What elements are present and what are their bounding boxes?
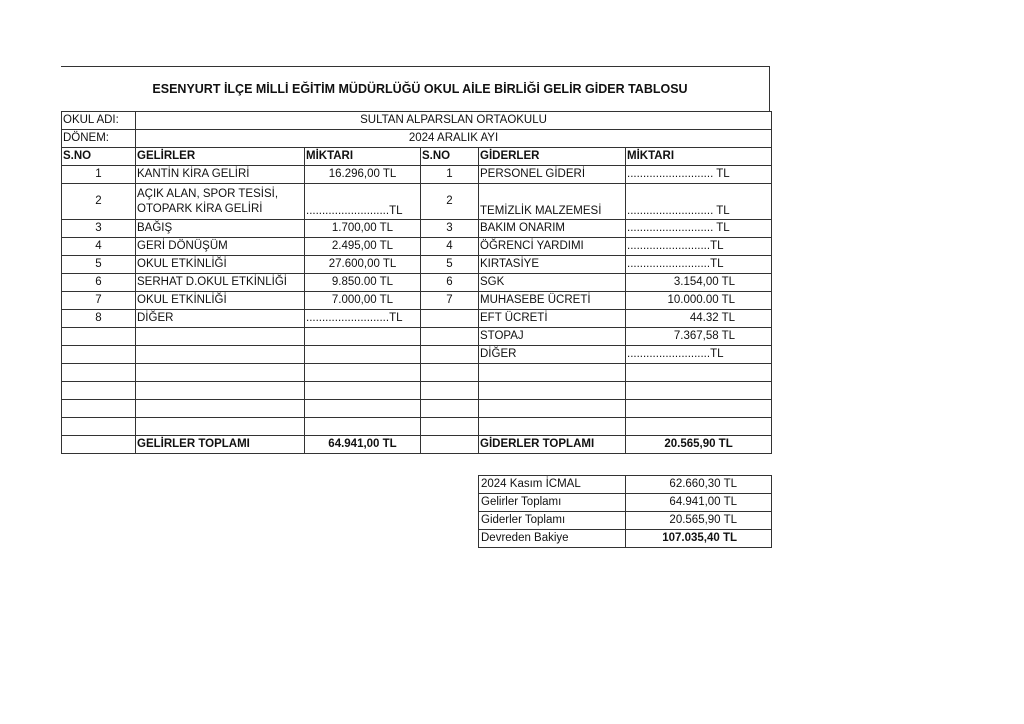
expense-sno	[421, 418, 479, 436]
income-sno	[62, 382, 136, 400]
expense-amount: ........................... TL	[626, 184, 772, 220]
summary-value: 64.941,00 TL	[626, 494, 772, 512]
period-value: 2024 ARALIK AYI	[136, 130, 772, 148]
header-row	[62, 148, 772, 166]
income-name	[136, 418, 305, 436]
income-amount	[305, 364, 421, 382]
income-amount: 2.495,00 TL	[305, 238, 421, 256]
income-amount	[305, 382, 421, 400]
expense-amount	[626, 382, 772, 400]
income-sno	[62, 364, 136, 382]
summary-label: 2024 Kasım İCMAL	[479, 476, 626, 494]
expense-name: PERSONEL GİDERİ	[479, 166, 626, 184]
income-sno: 1	[62, 166, 136, 184]
income-sno	[62, 346, 136, 364]
expense-name: TEMİZLİK MALZEMESİ	[479, 184, 626, 220]
income-name	[136, 328, 305, 346]
income-amount: 16.296,00 TL	[305, 166, 421, 184]
expense-name	[479, 418, 626, 436]
income-name	[136, 382, 305, 400]
expense-sno	[421, 346, 479, 364]
expense-total-value: 20.565,90 TL	[626, 436, 772, 454]
income-amount	[305, 346, 421, 364]
expense-sno	[421, 364, 479, 382]
summary-row	[479, 476, 772, 494]
table-row	[62, 166, 772, 184]
income-amount: 7.000,00 TL	[305, 292, 421, 310]
income-amount: ..........................TL	[305, 310, 421, 328]
income-name: BAĞIŞ	[136, 220, 305, 238]
expense-name: EFT ÜCRETİ	[479, 310, 626, 328]
expense-amount: 44.32 TL	[626, 310, 772, 328]
expense-sno: 2	[421, 184, 479, 220]
expense-name: DİĞER	[479, 346, 626, 364]
table-row	[62, 382, 772, 400]
expense-name: STOPAJ	[479, 328, 626, 346]
report-title: ESENYURT İLÇE MİLLİ EĞİTİM MÜDÜRLÜĞÜ OKUL AİLE BİRLİĞİ GELİR GİDER TABLOSU	[61, 66, 770, 111]
expense-name	[479, 364, 626, 382]
expense-sno: 7	[421, 292, 479, 310]
income-sno: 4	[62, 238, 136, 256]
expense-amount: 3.154,00 TL	[626, 274, 772, 292]
income-sno: 8	[62, 310, 136, 328]
totals-empty-cell	[421, 436, 479, 454]
expense-name	[479, 382, 626, 400]
income-total-label: GELİRLER TOPLAMI	[136, 436, 305, 454]
expense-name: SGK	[479, 274, 626, 292]
summary-row	[479, 530, 772, 548]
income-amount	[305, 400, 421, 418]
totals-empty-cell	[62, 436, 136, 454]
expense-sno	[421, 400, 479, 418]
expense-name	[479, 400, 626, 418]
table-row	[62, 310, 772, 328]
totals-row	[62, 436, 772, 454]
expense-amount	[626, 418, 772, 436]
table-row	[62, 184, 772, 220]
income-sno	[62, 400, 136, 418]
income-amount	[305, 418, 421, 436]
expense-name: KIRTASİYE	[479, 256, 626, 274]
header-income: GELİRLER	[136, 148, 305, 166]
summary-value: 107.035,40 TL	[626, 530, 772, 548]
income-sno	[62, 328, 136, 346]
summary-label: Devreden Bakiye	[479, 530, 626, 548]
expense-name: ÖĞRENCİ YARDIMI	[479, 238, 626, 256]
table-row	[62, 292, 772, 310]
table-row	[62, 364, 772, 382]
header-sno-expense: S.NO	[421, 148, 479, 166]
income-amount: 9.850.00 TL	[305, 274, 421, 292]
income-name: OKUL ETKİNLİĞİ	[136, 292, 305, 310]
header-sno-income: S.NO	[62, 148, 136, 166]
school-label: OKUL ADI:	[62, 112, 136, 130]
expense-amount	[626, 400, 772, 418]
table-row	[62, 274, 772, 292]
expense-amount: ........................... TL	[626, 166, 772, 184]
summary-value: 20.565,90 TL	[626, 512, 772, 530]
income-amount: ..........................TL	[305, 184, 421, 220]
income-total-value: 64.941,00 TL	[305, 436, 421, 454]
expense-name: BAKIM ONARIM	[479, 220, 626, 238]
expense-total-label: GİDERLER TOPLAMI	[479, 436, 626, 454]
income-sno	[62, 418, 136, 436]
income-amount: 1.700,00 TL	[305, 220, 421, 238]
report-sheet	[61, 66, 770, 454]
expense-amount: 7.367,58 TL	[626, 328, 772, 346]
income-sno: 2	[62, 184, 136, 220]
expense-amount: ........................... TL	[626, 220, 772, 238]
expense-sno	[421, 328, 479, 346]
summary-table	[478, 475, 772, 548]
expense-amount: 10.000.00 TL	[626, 292, 772, 310]
expense-amount: ..........................TL	[626, 238, 772, 256]
expense-sno: 1	[421, 166, 479, 184]
expense-sno	[421, 310, 479, 328]
table-row	[62, 256, 772, 274]
expense-amount	[626, 364, 772, 382]
expense-amount: ..........................TL	[626, 346, 772, 364]
expense-sno	[421, 382, 479, 400]
table-row	[62, 220, 772, 238]
expense-sno: 6	[421, 274, 479, 292]
summary-label: Giderler Toplamı	[479, 512, 626, 530]
income-name	[136, 400, 305, 418]
expense-sno: 3	[421, 220, 479, 238]
period-label: DÖNEM:	[62, 130, 136, 148]
expense-sno: 4	[421, 238, 479, 256]
income-name: GERİ DÖNÜŞÜM	[136, 238, 305, 256]
period-row	[62, 130, 772, 148]
income-name: DİĞER	[136, 310, 305, 328]
table-row	[62, 418, 772, 436]
income-sno: 7	[62, 292, 136, 310]
school-name: SULTAN ALPARSLAN ORTAOKULU	[136, 112, 772, 130]
table-row	[62, 346, 772, 364]
header-expense-amount: MİKTARI	[626, 148, 772, 166]
income-amount: 27.600,00 TL	[305, 256, 421, 274]
income-name	[136, 346, 305, 364]
income-name	[136, 364, 305, 382]
header-expense: GİDERLER	[479, 148, 626, 166]
income-sno: 3	[62, 220, 136, 238]
school-row	[62, 112, 772, 130]
summary-row	[479, 494, 772, 512]
summary-label: Gelirler Toplamı	[479, 494, 626, 512]
income-expense-table	[61, 111, 772, 454]
income-amount	[305, 328, 421, 346]
table-row	[62, 328, 772, 346]
income-name: SERHAT D.OKUL ETKİNLİĞİ	[136, 274, 305, 292]
income-name: AÇIK ALAN, SPOR TESİSİ, OTOPARK KİRA GELİRİ	[136, 184, 305, 220]
expense-amount: ..........................TL	[626, 256, 772, 274]
income-sno: 6	[62, 274, 136, 292]
income-name: OKUL ETKİNLİĞİ	[136, 256, 305, 274]
table-row	[62, 238, 772, 256]
header-income-amount: MİKTARI	[305, 148, 421, 166]
table-row	[62, 400, 772, 418]
income-name: KANTİN KİRA GELİRİ	[136, 166, 305, 184]
summary-row	[479, 512, 772, 530]
expense-sno: 5	[421, 256, 479, 274]
income-sno: 5	[62, 256, 136, 274]
expense-name: MUHASEBE ÜCRETİ	[479, 292, 626, 310]
summary-value: 62.660,30 TL	[626, 476, 772, 494]
